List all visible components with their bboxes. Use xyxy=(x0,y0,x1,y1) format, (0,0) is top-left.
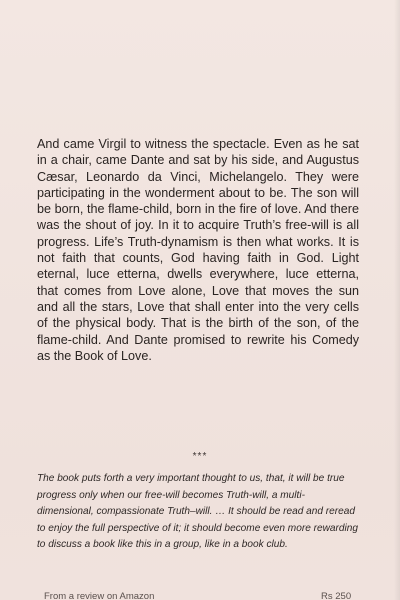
price-label: Rs 250 xyxy=(321,591,352,600)
section-separator: *** xyxy=(192,451,208,462)
cover-footer xyxy=(0,582,400,600)
review-quote: The book puts forth a very important thought to us, that, it will be true progress only when our free-will becomes Truth-will, a multi-dimensional, compassionate Truth–will. … It should be read and reread to enjoy the full perspective of it; it should become even more rewarding to discuss a book like this in a group, like in a book club. xyxy=(37,473,358,551)
review-source: From a review on Amazon xyxy=(44,591,155,600)
cover-edge-shadow xyxy=(394,0,400,600)
blurb-text: And came Virgil to witness the spectacle. Even as he sat in a chair, came Dante and sat by his side, and Augustus Cæsar, Leonardo da Vinci, Michelangelo. They were participating in the wonderment about to be. The son will be born, the flame-child, born in the fire of love. And there was the shout of joy. In it to acquire Truth’s free-will is all progress. Life’s Truth-dynamism is then what works. It is not faith that counts, God having faith in God. Light eternal, luce etterna, dwells everywhere, luce etterna, that comes from Love alone, Love that moves the sun and all the stars, Love that shall enter into the very cells of the physical body. That is the birth of the son, of the flame-child. And Dante promised to rewrite his Comedy as the Book of Love. xyxy=(37,137,359,363)
